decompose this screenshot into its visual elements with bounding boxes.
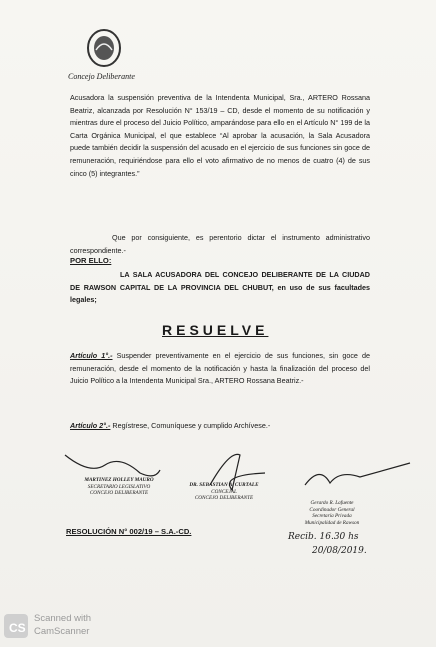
signature-1-scribble: [65, 455, 160, 476]
signature-3: [282, 500, 382, 526]
signature-3-role1: Coordinador General: [309, 506, 355, 513]
signature-2-role2: CONCEJO DELIBERANTE: [194, 495, 254, 501]
signature-3-name: Gerardo R. Lafuente: [310, 500, 354, 506]
handwritten-date: 20/08/2019.: [312, 546, 367, 556]
signature-2-role1: CONCEJAL: [211, 488, 237, 495]
signature-2-name: DR. SEBASTIAN A. CURTALE: [189, 482, 259, 488]
resolution-number: RESOLUCIÓN N° 002/19 – S.A.-CD.: [66, 527, 192, 536]
header-caption: Concejo Deliberante: [68, 72, 135, 81]
sala-paragraph: [70, 269, 370, 307]
camscanner-watermark: [34, 612, 91, 638]
svg-text:CS: CS: [9, 621, 26, 635]
article-2-label: Artículo 2°.-: [70, 421, 111, 430]
signature-1: [64, 477, 174, 497]
por-ello-heading: POR ELLO:: [70, 256, 112, 265]
signature-3-scribble: [305, 463, 410, 485]
signature-3-role3: Municipalidad de Rawson: [304, 519, 360, 526]
paragraph-suspension: Acusadora la suspensión preventiva de la Intendenta Municipal, Sra., ARTERO Rossana Beatriz, alcanzada por Resolución N° 153/19 – CD, desde el momento de su notificación y mientras dure el proceso del Juicio Político, amparándose para ello en el Artículo N° 199 de la Carta Orgánica Municipal, el que establece “Al aprobar la acusación, la Sala Acusadora puede también decidir la suspensión del acusado en el ejercicio de sus funciones sin goce de remuneración, requiriéndose para ello el voto afirmativo de no menos de cuatro (4) de sus cinco (5) integrantes.”: [70, 93, 370, 178]
signature-1-role2: CONCEJO DELIBERANTE: [89, 490, 149, 496]
article-1-text: Suspender preventivamente en el ejercicio de sus funciones, sin goce de remuneración, desde el momento de la notificación y hasta la finalización del proceso del Juicio Político a la Intendenta Municipal Sra., ARTERO Rossana Beatriz.-: [70, 351, 370, 386]
handwritten-received: Recib. 16.30 hs: [288, 532, 359, 542]
watermark-line2: CamScanner: [34, 626, 90, 637]
article-2: [70, 420, 370, 433]
resuelve-heading: RESUELVE: [162, 322, 269, 338]
sala-text: LA SALA ACUSADORA DEL CONCEJO DELIBERANTE DE LA CIUDAD DE RAWSON CAPITAL DE LA PROVINCIA DEL CHUBUT, en uso de sus facultades legales;: [70, 270, 370, 305]
signature-1-role1: SECRETARIO LEGISLATIVO: [87, 483, 151, 490]
article-1-label: Artículo 1°.-: [70, 351, 113, 360]
watermark-line1: Scanned with: [34, 613, 92, 624]
signature-3-role2: Secretaría Privada: [312, 513, 352, 519]
council-seal-icon: [86, 28, 122, 68]
signature-1-name: MARTINEZ HOLLEY MAURO: [84, 477, 154, 483]
article-1: [70, 350, 370, 388]
signature-2: [174, 482, 274, 502]
paragraph-consequence: Que por consiguiente, es perentorio dictar el instrumento administrativo correspondiente.-: [70, 233, 370, 255]
article-2-text: Regístrese, Comuníquese y cumplido Archívese.-: [112, 421, 271, 430]
